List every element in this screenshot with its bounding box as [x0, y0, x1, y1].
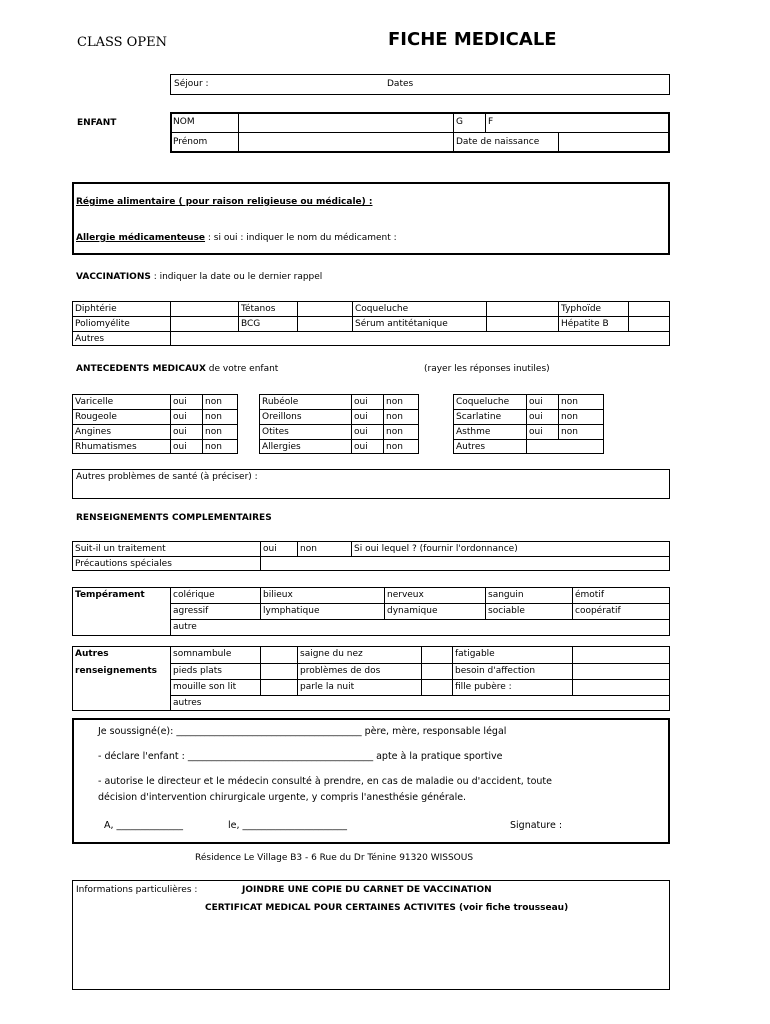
vaccine-tetanos: Tétanos: [241, 304, 276, 314]
antecedent-coqueluche: Coqueluche: [456, 397, 510, 407]
oui-option[interactable]: oui: [354, 397, 368, 407]
vaccine-coqueluche: Coqueluche: [355, 304, 409, 314]
sejour-field[interactable]: [220, 76, 380, 93]
renseignement-item: fatigable: [455, 649, 495, 659]
temperament-option[interactable]: autre: [173, 622, 197, 632]
renseignement-item: autres: [173, 698, 202, 708]
autres-renseignements-label-1: Autres: [75, 649, 109, 659]
oui-option[interactable]: oui: [173, 442, 187, 452]
antecedents-title: ANTECEDENTS MEDICAUX: [76, 364, 206, 374]
attestation-line-decision: décision d'intervention chirurgicale urgente, y compris l'anesthésie générale.: [98, 792, 467, 803]
antecedent-oreillons: Oreillons: [262, 412, 302, 422]
temperament-option[interactable]: sociable: [488, 606, 525, 616]
renseignement-item: problèmes de dos: [300, 666, 381, 676]
antecedent-rougeole: Rougeole: [75, 412, 117, 422]
dob-label: Date de naissance: [456, 137, 540, 147]
gender-f-label[interactable]: F: [488, 117, 494, 127]
regime-label: Régime alimentaire ( pour raison religieuse ou médicale) :: [76, 197, 373, 207]
infos-certificat-note: CERTIFICAT MEDICAL POUR CERTAINES ACTIVITES (voir fiche trousseau): [205, 903, 569, 913]
allergie-line: [76, 233, 397, 244]
non-option[interactable]: non: [561, 397, 578, 407]
renseignement-item: pieds plats: [173, 666, 222, 676]
address: Résidence Le Village B3 - 6 Rue du Dr Ténine 91320 WISSOUS: [195, 853, 474, 863]
oui-option[interactable]: oui: [173, 427, 187, 437]
attestation-date[interactable]: le, ______________________: [228, 820, 348, 831]
vaccinations-title: VACCINATIONS: [76, 272, 151, 282]
temperament-option[interactable]: lymphatique: [263, 606, 320, 616]
antecedent-varicelle: Varicelle: [75, 397, 114, 407]
non-option[interactable]: non: [386, 412, 403, 422]
temperament-option[interactable]: sanguin: [488, 590, 524, 600]
renseignement-item: saigne du nez: [300, 649, 363, 659]
prenom-field[interactable]: [240, 134, 451, 151]
prenom-label: Prénom: [173, 137, 208, 147]
renseignement-item: somnambule: [173, 649, 232, 659]
renseignement-checkbox[interactable]: [423, 680, 450, 694]
dob-field[interactable]: [560, 134, 668, 151]
allergie-rest: : si oui : indiquer le nom du médicament :: [205, 233, 397, 243]
renseignement-checkbox[interactable]: [574, 648, 668, 662]
renseignement-checkbox[interactable]: [262, 664, 295, 678]
temperament-label: Tempérament: [75, 590, 145, 600]
oui-option[interactable]: oui: [173, 397, 187, 407]
antecedent-rhumatismes: Rhumatismes: [75, 442, 137, 452]
antecedents-note: (rayer les réponses inutiles): [424, 364, 550, 374]
vaccine-hepatite: Hépatite B: [561, 319, 609, 329]
vaccinations-subtitle: : indiquer la date ou le dernier rappel: [150, 272, 323, 282]
enfant-section-label: ENFANT: [77, 118, 117, 128]
antecedent-scarlatine: Scarlatine: [456, 412, 502, 422]
vaccine-autres: Autres: [75, 334, 105, 344]
infos-label: Informations particulières :: [76, 885, 198, 895]
traitement-lequel: Si oui lequel ? (fournir l'ordonnance): [354, 544, 518, 554]
attestation-place[interactable]: A, ______________: [104, 820, 184, 831]
antecedents-subtitle: de votre enfant: [205, 364, 279, 374]
gender-g-label[interactable]: G: [456, 117, 463, 127]
renseignements-heading: RENSEIGNEMENTS COMPLEMENTAIRES: [76, 513, 272, 523]
renseignement-checkbox[interactable]: [423, 664, 450, 678]
dates-field[interactable]: [420, 76, 665, 93]
non-option[interactable]: non: [205, 427, 222, 437]
renseignement-item: mouille son lit: [173, 682, 237, 692]
allergie-label: Allergie médicamenteuse: [76, 233, 206, 243]
temperament-option[interactable]: agressif: [173, 606, 209, 616]
temperament-option[interactable]: dynamique: [387, 606, 438, 616]
non-option[interactable]: non: [386, 397, 403, 407]
vaccine-diphterie: Diphtérie: [75, 304, 117, 314]
temperament-option[interactable]: coopératif: [575, 606, 621, 616]
non-option[interactable]: non: [205, 412, 222, 422]
attestation-line-declare[interactable]: - déclare l'enfant : _______________________________________ apte à la pratique sportive: [98, 751, 503, 762]
precautions-field[interactable]: [262, 557, 668, 570]
nom-label: NOM: [173, 117, 195, 127]
vaccine-poliomyelite: Poliomyélite: [75, 319, 130, 329]
oui-option[interactable]: oui: [173, 412, 187, 422]
non-option[interactable]: non: [561, 412, 578, 422]
vaccinations-heading: [76, 272, 322, 283]
antecedent-otites: Otites: [262, 427, 289, 437]
dates-label: Dates: [387, 79, 414, 89]
infos-vaccination-note: JOINDRE UNE COPIE DU CARNET DE VACCINATION: [242, 885, 492, 895]
renseignement-item: fille pubère :: [455, 682, 512, 692]
traitement-oui[interactable]: oui: [263, 544, 277, 554]
regime-box: [72, 182, 670, 255]
sejour-label: Séjour :: [174, 79, 209, 89]
signature-label: Signature :: [510, 820, 563, 831]
renseignement-item: besoin d'affection: [455, 666, 536, 676]
oui-option[interactable]: oui: [354, 412, 368, 422]
antecedent-autres: Autres: [456, 442, 486, 452]
autres-renseignements-label-2: renseignements: [75, 666, 157, 676]
traitement-label: Suit-il un traitement: [75, 544, 166, 554]
antecedent-angines: Angines: [75, 427, 112, 437]
renseignement-checkbox[interactable]: [423, 648, 450, 662]
oui-option[interactable]: oui: [529, 397, 543, 407]
vaccine-typhoide: Typhoïde: [561, 304, 602, 314]
autres-problemes-label: Autres problèmes de santé (à préciser) :: [76, 472, 258, 482]
oui-option[interactable]: oui: [354, 442, 368, 452]
renseignement-checkbox[interactable]: [262, 680, 295, 694]
oui-option[interactable]: oui: [529, 412, 543, 422]
oui-option[interactable]: oui: [354, 427, 368, 437]
renseignement-checkbox[interactable]: [262, 648, 295, 662]
non-option[interactable]: non: [386, 442, 403, 452]
attestation-line-autorise: - autorise le directeur et le médecin consulté à prendre, en cas de maladie ou d'accident, toute: [98, 776, 552, 787]
renseignement-checkbox[interactable]: [574, 680, 668, 694]
renseignement-checkbox[interactable]: [574, 664, 668, 678]
temperament-option[interactable]: nerveux: [387, 590, 424, 600]
non-option[interactable]: non: [205, 397, 222, 407]
vaccine-serum: Sérum antitétanique: [355, 319, 448, 329]
non-option[interactable]: non: [561, 427, 578, 437]
antecedents-heading: [76, 364, 278, 375]
traitement-non[interactable]: non: [300, 544, 317, 554]
temperament-option[interactable]: bilieux: [263, 590, 293, 600]
non-option[interactable]: non: [205, 442, 222, 452]
attestation-line-soussigne[interactable]: Je soussigné(e): _______________________________________ père, mère, responsable légal: [98, 726, 507, 737]
vaccine-bcg: BCG: [241, 319, 261, 329]
non-option[interactable]: non: [386, 427, 403, 437]
precautions-label: Précautions spéciales: [75, 559, 172, 569]
brand-name: CLASS OPEN: [77, 35, 167, 50]
antecedent-asthme: Asthme: [456, 427, 491, 437]
temperament-option[interactable]: colérique: [173, 590, 215, 600]
nom-field[interactable]: [240, 114, 451, 131]
infos-box[interactable]: [72, 880, 670, 990]
temperament-option[interactable]: émotif: [575, 590, 605, 600]
renseignement-item: parle la nuit: [300, 682, 355, 692]
page-title: FICHE MEDICALE: [388, 29, 557, 50]
oui-option[interactable]: oui: [529, 427, 543, 437]
antecedent-rubeole: Rubéole: [262, 397, 299, 407]
antecedent-allergies: Allergies: [262, 442, 301, 452]
